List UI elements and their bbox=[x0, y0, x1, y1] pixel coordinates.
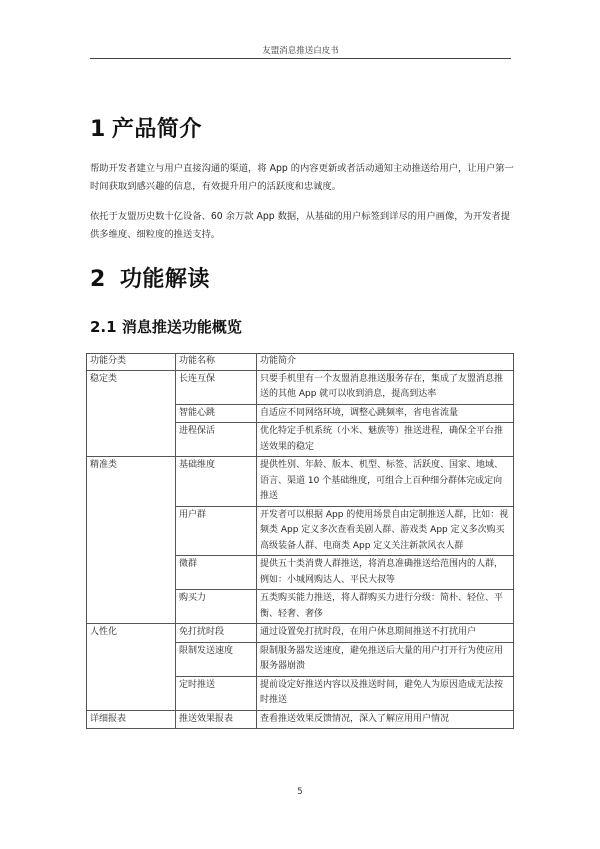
feature-desc-cell: 限制服务器发送速度，避免推送后大量的用户打开行为使应用服务器崩溃 bbox=[257, 642, 514, 676]
category-cell: 精准类 bbox=[87, 457, 176, 624]
intro-paragraph-2: 依托于友盟历史数十亿设备、60 余万款 App 数据，从基础的用户标签到详尽的用户画像，为开发者提供多维度、细粒度的推送支持。 bbox=[90, 211, 511, 240]
feature-name-cell: 用户群 bbox=[176, 506, 257, 556]
subsection-2-1-heading bbox=[90, 316, 242, 337]
feature-overview-table bbox=[86, 353, 514, 729]
feature-name-cell: 微群 bbox=[176, 556, 257, 590]
section-1-title: 产品简介 bbox=[111, 117, 202, 142]
feature-name-cell: 推送效果报表 bbox=[176, 710, 257, 729]
feature-desc-cell: 提供五十类消费人群推送，将消息准确推送给范围内的人群，例如：小城网购达人、平民大叔等 bbox=[257, 556, 514, 590]
feature-desc-cell: 开发者可以根据 App 的使用场景自由定制推送人群，比如：视频类 App 定义多次查看美剧人群、游戏类 App 定义多次购买高级装备人群、电商类 App 定义关注新款风衣人群 bbox=[257, 506, 514, 556]
category-cell: 人性化 bbox=[87, 624, 176, 711]
section-2-title: 功能解读 bbox=[119, 267, 210, 292]
feature-name-cell: 购买力 bbox=[176, 590, 257, 624]
header-description: 功能简介 bbox=[257, 354, 514, 371]
header-name: 功能名称 bbox=[176, 354, 257, 371]
section-2-heading bbox=[90, 262, 210, 293]
feature-name-cell: 定时推送 bbox=[176, 676, 257, 710]
header-category: 功能分类 bbox=[87, 354, 176, 371]
section-2-number: 2 bbox=[90, 267, 106, 292]
subsection-number: 2.1 bbox=[90, 318, 117, 336]
section-1-number: 1 bbox=[90, 117, 106, 142]
table-row bbox=[87, 457, 514, 507]
feature-desc-cell: 自适应不同网络环境，调整心跳频率，省电省流量 bbox=[257, 404, 514, 423]
page-number: 5 bbox=[297, 787, 303, 797]
subsection-title: 消息推送功能概览 bbox=[121, 318, 242, 336]
feature-desc-cell: 查看推送效果反馈情况，深入了解应用用户情况 bbox=[257, 710, 514, 729]
category-cell: 稳定类 bbox=[87, 370, 176, 457]
feature-desc-cell: 优化特定手机系统（小米、魅族等）推送进程，确保全平台推送效果的稳定 bbox=[257, 423, 514, 457]
feature-desc-cell: 提前设定好推送内容以及推送时间，避免人为原因造成无法按时推送 bbox=[257, 676, 514, 710]
header-divider bbox=[90, 58, 511, 59]
feature-desc-cell: 提供性别、年龄、版本、机型、标签、活跃度、国家、地域、语言、渠道 10 个基础维度，可组合上百种细分群体完成定向推送 bbox=[257, 457, 514, 507]
intro-paragraph-1: 帮助开发者建立与用户直接沟通的渠道，将 App 的内容更新或者活动通知主动推送给用户，让用户第一时间获取到感兴趣的信息，有效提升用户的活跃度和忠诚度。 bbox=[90, 163, 514, 192]
category-cell: 详细报表 bbox=[87, 710, 176, 729]
section-1-heading bbox=[90, 112, 202, 143]
feature-desc-cell: 通过设置免打扰时段，在用户休息期间推送不打扰用户 bbox=[257, 624, 514, 643]
feature-name-cell: 智能心跳 bbox=[176, 404, 257, 423]
feature-name-cell: 限制发送速度 bbox=[176, 642, 257, 676]
table-row bbox=[87, 710, 514, 729]
feature-desc-cell: 五类购买能力推送，将人群购买力进行分级：简朴、轻位、平衡、轻奢、奢侈 bbox=[257, 590, 514, 624]
feature-name-cell: 长连互保 bbox=[176, 370, 257, 404]
table-header-row bbox=[87, 354, 514, 371]
feature-name-cell: 免打扰时段 bbox=[176, 624, 257, 643]
feature-name-cell: 进程保活 bbox=[176, 423, 257, 457]
table-row bbox=[87, 370, 514, 404]
feature-desc-cell: 只要手机里有一个友盟消息推送服务存在，集成了友盟消息推送的其他 App 就可以收到消息，提高到达率 bbox=[257, 370, 514, 404]
feature-name-cell: 基础维度 bbox=[176, 457, 257, 507]
running-header: 友盟消息推送白皮书 bbox=[262, 46, 339, 56]
table-row bbox=[87, 624, 514, 643]
